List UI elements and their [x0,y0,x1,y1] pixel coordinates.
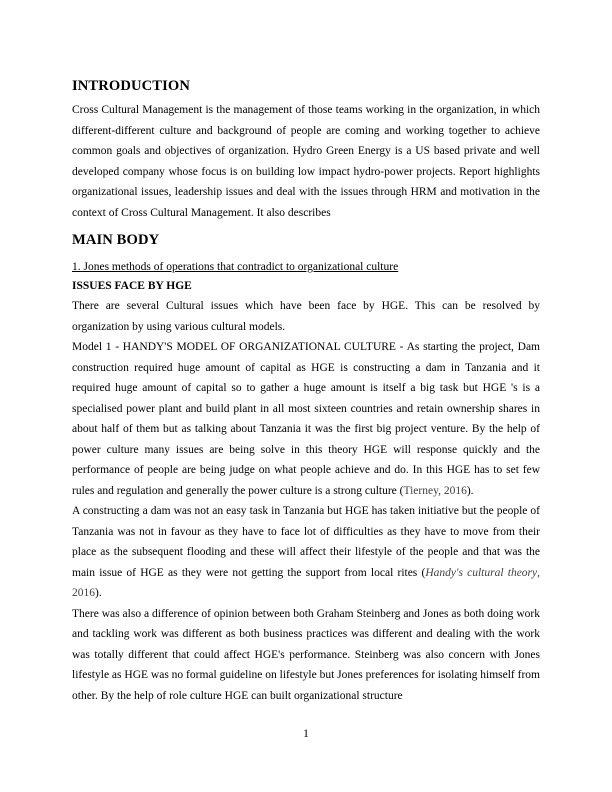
paragraph-handys-model [72,337,540,501]
paragraph-steinberg-jones: There was also a difference of opinion between both Graham Steinberg and Jones as both doing work and tackling work was different as both business practices was different and dealing with the work was totally different that could affect HGE's performance. Steinberg was also concern with Jones lifestyle as HGE was no formal guideline on lifestyle but Jones preferences for isolating himself from other. By the help of role culture HGE can built organizational structure [72,607,540,702]
paragraph-handys-model-text: Model 1 - HANDY'S MODEL OF ORGANIZATIONAL CULTURE - As starting the project, Dam construction required huge amount of capital as HGE is constructing a dam in Tanzania and it required huge amount of capital so to gather a huge amount is itself a big task but HGE 's is a specialised power plant and build plant in all most sixteen countries and retain ownership shares in about half of them but as talking about Tanzania it was the first big project venture. By the help of power culture many issues are being solve in this theory HGE will response quickly and the performance of people are being judge on what people achieve and do. In this HGE has to set few rules and regulation and generally the power culture is a strong culture ( [72,341,540,497]
paragraph-cultural-issues: There are several Cultural issues which have been face by HGE. This can be resolved by organization by using various cultural models. [72,300,540,333]
citation-close-2: ). [95,587,102,599]
paragraph-dam-construction-text: A constructing a dam was not an easy task in Tanzania but HGE has taken initiative but the people of Tanzania was not in favour as they have to face lot of difficulties as they have to move from their place as the subsequent flooding and these will affect their lifestyle of the people and that was the main issue of HGE as they were not getting the support from local rites ( [72,505,540,579]
section-link[interactable]: 1. Jones methods of operations that contradict to organizational culture [72,261,399,273]
main-body-heading: MAIN BODY [72,232,160,248]
citation-close: ). [466,484,474,497]
citation-year: , 2016 [72,566,541,599]
citation-tierney: Tierney, 2016 [403,484,467,497]
citation-handys-theory: Handy's cultural theory [425,566,538,579]
page-number: 1 [303,728,309,740]
introduction-paragraph: Cross Cultural Management is the management of those teams working in the organization, in which different-different culture and background of people are coming and working together to achieve common goals and objectives of organization. Hydro Green Energy is a US based private and well developed company whose focus is on building low impact hydro-power projects. Report highlights organizational issues, leadership issues and deal with the issues through HRM and motivation in the context of Cross Cultural Management. It also describes [72,104,540,219]
page-content [72,76,540,706]
issues-subheading: ISSUES FACE BY HGE [72,280,192,292]
introduction-heading: INTRODUCTION [72,78,190,94]
paragraph-dam-construction [72,501,540,604]
